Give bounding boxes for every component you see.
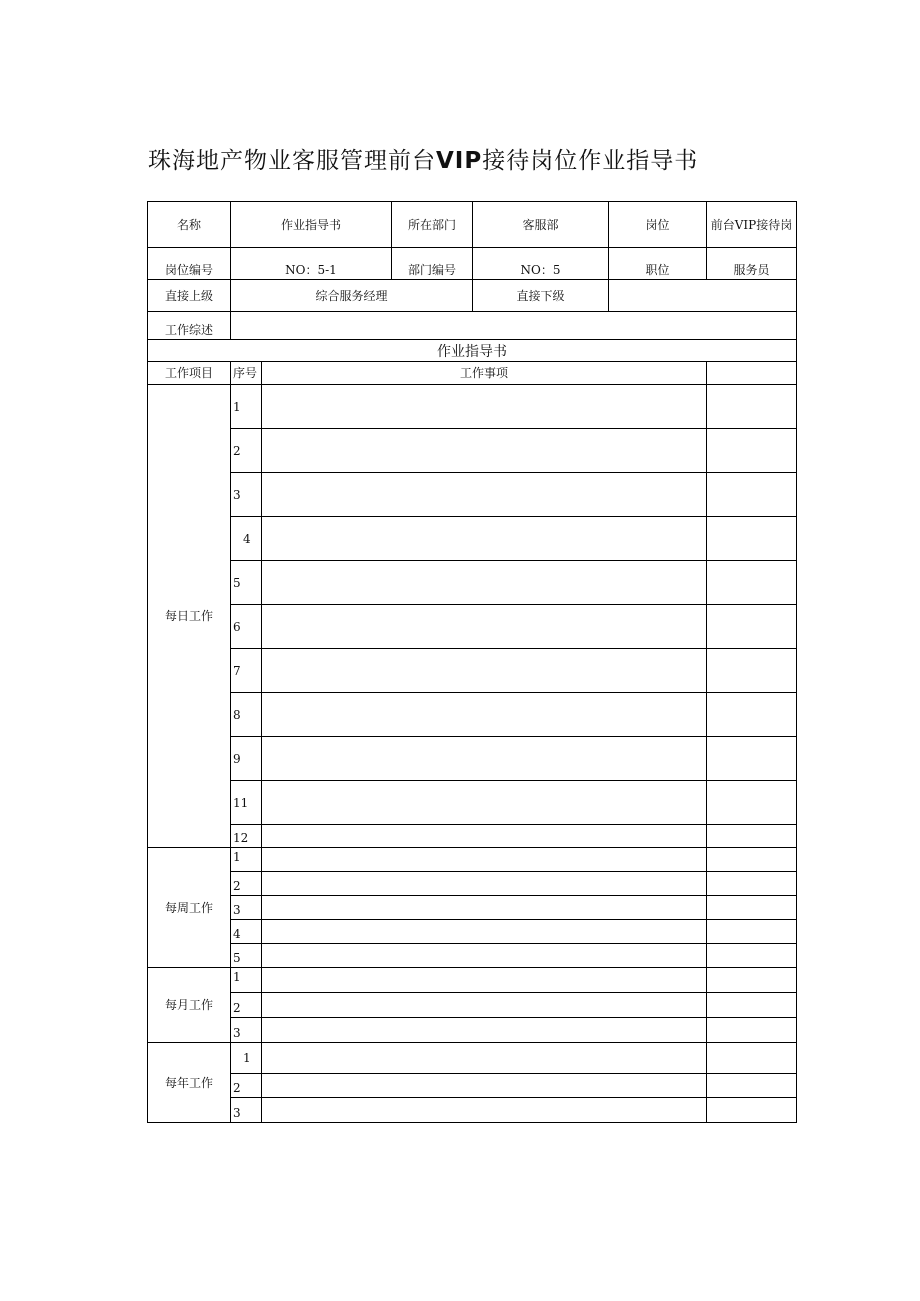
position-value: 服务员 (707, 248, 796, 280)
seq-cell: 3 (231, 1018, 262, 1043)
dept-label: 所在部门 (392, 202, 473, 248)
task-cell (262, 872, 707, 896)
extra-cell (707, 649, 796, 693)
task-cell (262, 649, 707, 693)
seq-cell: 3 (231, 473, 262, 517)
seq-cell: 1 (231, 968, 262, 993)
task-cell (262, 1043, 707, 1074)
group-label-weekly: 每周工作 (148, 848, 231, 968)
extra-cell (707, 693, 796, 737)
col-item-header: 工作项目 (148, 362, 231, 385)
position-label: 职位 (609, 248, 707, 280)
task-cell (262, 1018, 707, 1043)
post-value: 前台VIP接待岗 (707, 202, 796, 248)
task-cell (262, 693, 707, 737)
seq-cell: 2 (231, 993, 262, 1018)
name-value: 作业指导书 (231, 202, 392, 248)
post-no-value: NO：5-1 (231, 248, 392, 280)
name-label: 名称 (148, 202, 231, 248)
dept-no-value: NO：5 (473, 248, 609, 280)
seq-cell: 1 (231, 385, 262, 429)
group-label-yearly: 每年工作 (148, 1043, 231, 1122)
summary-value (231, 312, 796, 340)
task-cell (262, 473, 707, 517)
extra-cell (707, 1043, 796, 1074)
extra-cell (707, 517, 796, 561)
document-title: 珠海地产物业客服管理前台VIP接待岗位作业指导书 (148, 148, 699, 174)
task-cell (262, 385, 707, 429)
seq-cell: 6 (231, 605, 262, 649)
superior-label: 直接上级 (148, 280, 231, 312)
seq-cell: 8 (231, 693, 262, 737)
seq-cell: 7 (231, 649, 262, 693)
task-cell (262, 920, 707, 944)
task-cell (262, 737, 707, 781)
task-cell (262, 561, 707, 605)
seq-cell: 2 (231, 872, 262, 896)
task-cell (262, 896, 707, 920)
seq-cell: 5 (231, 944, 262, 968)
task-cell (262, 1098, 707, 1122)
extra-cell (707, 473, 796, 517)
post-no-label: 岗位编号 (148, 248, 231, 280)
task-cell (262, 429, 707, 473)
seq-cell: 4 (231, 920, 262, 944)
seq-cell: 4 (231, 517, 262, 561)
extra-cell (707, 781, 796, 825)
instruction-table (147, 201, 797, 1123)
task-cell (262, 944, 707, 968)
col-seq-header: 序号 (231, 362, 262, 385)
post-label: 岗位 (609, 202, 707, 248)
task-cell (262, 968, 707, 993)
subordinate-label: 直接下级 (473, 280, 609, 312)
task-cell (262, 517, 707, 561)
extra-cell (707, 605, 796, 649)
extra-cell (707, 993, 796, 1018)
col-extra-header (707, 362, 796, 385)
extra-cell (707, 1074, 796, 1098)
seq-cell: 12 (231, 825, 262, 848)
task-cell (262, 605, 707, 649)
seq-cell: 1 (231, 1043, 262, 1074)
extra-cell (707, 944, 796, 968)
group-label-monthly: 每月工作 (148, 968, 231, 1043)
subordinate-value (609, 280, 796, 312)
seq-cell: 11 (231, 781, 262, 825)
seq-cell: 5 (231, 561, 262, 605)
seq-cell: 1 (231, 848, 262, 872)
col-task-header: 工作事项 (262, 362, 707, 385)
extra-cell (707, 1098, 796, 1122)
seq-cell: 2 (231, 1074, 262, 1098)
seq-cell: 3 (231, 896, 262, 920)
group-label-daily: 每日工作 (148, 385, 231, 848)
seq-cell: 3 (231, 1098, 262, 1122)
extra-cell (707, 1018, 796, 1043)
task-cell (262, 993, 707, 1018)
task-cell (262, 781, 707, 825)
extra-cell (707, 737, 796, 781)
extra-cell (707, 825, 796, 848)
task-cell (262, 1074, 707, 1098)
extra-cell (707, 872, 796, 896)
extra-cell (707, 385, 796, 429)
extra-cell (707, 429, 796, 473)
extra-cell (707, 896, 796, 920)
extra-cell (707, 920, 796, 944)
task-cell (262, 848, 707, 872)
summary-label: 工作综述 (148, 312, 231, 340)
seq-cell: 2 (231, 429, 262, 473)
section-title: 作业指导书 (148, 340, 796, 362)
extra-cell (707, 848, 796, 872)
seq-cell: 9 (231, 737, 262, 781)
extra-cell (707, 968, 796, 993)
extra-cell (707, 561, 796, 605)
dept-no-label: 部门编号 (392, 248, 473, 280)
superior-value: 综合服务经理 (231, 280, 473, 312)
dept-value: 客服部 (473, 202, 609, 248)
task-cell (262, 825, 707, 848)
